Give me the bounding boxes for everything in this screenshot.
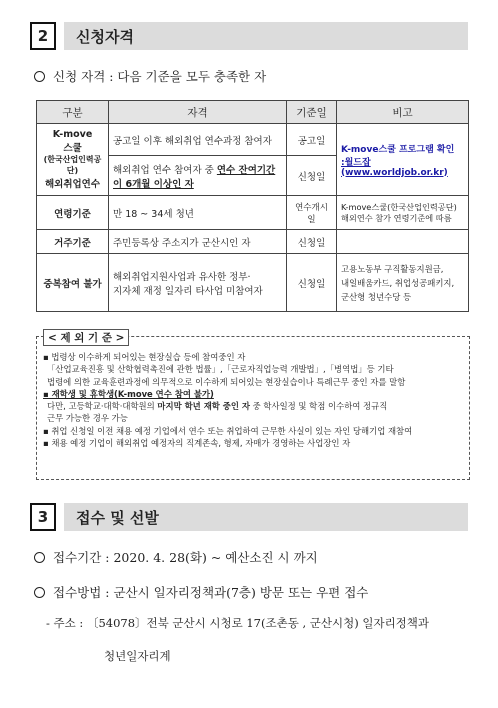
address-line-2: 청년일자리계 (104, 649, 171, 663)
table-row (37, 230, 469, 254)
section-title: 접수 및 선발 (64, 503, 468, 531)
kmove-qualification-2: 해외취업 연수 참여자 중 연수 잔여기간이 6개월 이상인 자 (109, 156, 287, 196)
table-row (37, 254, 469, 312)
circle-bullet-icon (34, 587, 45, 598)
residence-qualification: 주민등록상 주소지가 군산시인 자 (109, 230, 287, 254)
residence-category: 거주기준 (37, 230, 109, 254)
section-number: 3 (30, 503, 56, 531)
list-item: 법령에 의한 교육훈련과정에 의무적으로 이수하게 되어있는 현장실습이나 특례근무 중인 자를 말함 (47, 376, 406, 387)
header-qualification: 자격 (109, 101, 287, 124)
residence-date: 신청일 (287, 230, 337, 254)
header-date: 기준일 (287, 101, 337, 124)
overlap-category: 중복참여 불가 (37, 254, 109, 312)
table-row (37, 196, 469, 230)
method-line: 접수방법 : 군산시 일자리정책과(7층) 방문 또는 우편 접수 (34, 583, 368, 601)
criteria-line: 신청 자격 : 다음 기준을 모두 충족한 자 (34, 67, 266, 85)
list-item: ▪ 재학생 및 휴학생(K-move 연수 참여 불가) (43, 388, 214, 399)
kmove-date-1: 공고일 (287, 124, 337, 156)
table-row (37, 124, 469, 156)
exclusion-list (43, 351, 463, 449)
header-note: 비고 (337, 101, 469, 124)
circle-bullet-icon (34, 71, 45, 82)
kmove-qualification-1: 공고일 이후 해외취업 연수과정 참여자 (109, 124, 287, 156)
list-item: ▪ 채용 예정 기업이 해외취업 예정자의 직계존속, 형제, 자매가 경영하는 사업장인 자 (43, 438, 351, 449)
age-date: 연수개시일 (287, 196, 337, 230)
kmove-note: K-move스쿨 프로그램 확인 :월드잡(www.worldjob.or.kr) (337, 124, 469, 196)
overlap-date: 신청일 (287, 254, 337, 312)
section-3-header (30, 503, 468, 531)
list-item: 다만, 고등학교·대학·대학원의 마지막 학년 재학 중인 자 중 학사일정 및 학점 이수하여 정규직 (47, 401, 388, 412)
overlap-note: 고용노동부 구직활동지원금, 내일배움카드, 취업성공패키지, 군산형 청년수당 등 (337, 254, 469, 312)
list-item: ▪ 취업 신청일 이전 채용 예정 기업에서 연수 또는 취업하여 근무한 사실이 있는 자인 당해기업 재참여 (43, 425, 413, 436)
kmove-category: K-move 스쿨 (한국산업인력공단) 해외취업연수 (37, 124, 109, 196)
list-item: 근무 가능한 경우 가능 (47, 413, 128, 424)
age-qualification: 만 18 ~ 34세 청년 (109, 196, 287, 230)
overlap-qualification: 해외취업지원사업과 유사한 정부· 지자체 재정 일자리 타사업 미참여자 (109, 254, 287, 312)
eligibility-table (36, 100, 469, 312)
circle-bullet-icon (34, 552, 45, 563)
period-line: 접수기간 : 2020. 4. 28(화) ~ 예산소진 시 까지 (34, 548, 318, 566)
address-line: - 주소 : 〔54078〕전북 군산시 시청로 17(조촌동 , 군산시청) 일자리정책과 (46, 616, 430, 630)
section-title: 신청자격 (64, 22, 468, 50)
header-category: 구분 (37, 101, 109, 124)
kmove-date-2: 신청일 (287, 156, 337, 196)
exclusion-box (36, 332, 470, 480)
residence-note (337, 230, 469, 254)
table-header-row (37, 101, 469, 124)
exclusion-title: < 제 외 기 준 > (43, 329, 129, 346)
section-2-header (30, 22, 468, 50)
section-number: 2 (30, 22, 56, 50)
list-item: ▪ 법령상 이수하게 되어있는 현장실습 등에 참여중인 자 (43, 352, 246, 362)
age-category: 연령기준 (37, 196, 109, 230)
list-item: 「산업교육진흥 및 산학협력촉진에 관한 법률」,「근로자직업능력 개발법」,「병역법」등 기타 (47, 364, 394, 375)
age-note: K-move스쿨(한국산업인력공단) 해외연수 참가 연령기준에 따름 (337, 196, 469, 230)
